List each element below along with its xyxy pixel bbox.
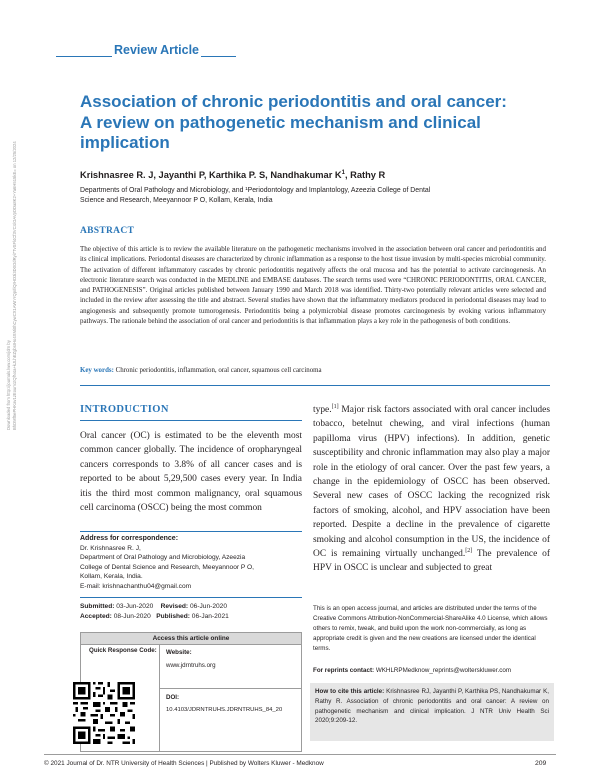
title-line-3: implication [80, 133, 170, 152]
dates-line-2 [80, 612, 302, 622]
article-title [80, 92, 560, 154]
intro-right-a: type. [313, 405, 332, 415]
authors-text: Krishnasree R. J, Jayanthi P, Karthika P. S, Nandhakumar K [80, 170, 342, 180]
intro-right-b: Major risk factors associated with oral cancer includes tobacco, betelnut chewing, and viral infections (human papilloma virus (HPV) infections). In addition, genetic susceptibility and chronic inflammation may also play a major role in the etiology of oral cancer. Over the past few years, a change in the epidemiology of OSCC has been observed. Several new cases of OSCC lacking the recognized risk factors of smoking, alcohol, and HPV association have been reported. Despite a decline in the prevalence of cigarette smoking and alcohol consumption in the US, the incidence of OC is remaining virtually unchanged. [313, 405, 550, 560]
authors-tail: , Rathy R [344, 170, 386, 180]
correspondence-heading: Address for correspondence: [80, 535, 179, 542]
published-label: Published: [156, 613, 190, 620]
title-line-2: A review on pathogenetic mechanism and clinical [80, 112, 481, 132]
license-text: This is an open access journal, and articles are distributed under the terms of the Creative Commons Attribution-NonCommercial-ShareAlike 4.0 License, which allows others to remix, tweak, and build upon the work non-commercially, as long as appropriate credit is given and the new creations are licensed under the identical terms. [313, 605, 548, 652]
abstract-text: The objective of this article is to review the available literature on the pathogenetic mechanisms involved in the association between oral cancer and periodontitis and its clinical implications. Periodontal diseases are characterized by chronic inflammation as a response to the host tissue invasion by multi-species microbial community. The activation of different inflammatory cascades by chronic periodontitis negatively affects the oral mucosa and has the potential to activate carcinogenesis. An electronic literature search was conducted in the MEDLINE and EMBASE databases. The search terms used were “CHRONIC PERIODONTITIS, ORAL CANCER, and PATHOGENESIS”. Original articles published between January 1990 and March 2018 was identified. Thirty-two potentially relevant articles were selected and included in the review after assessing the title and abstract. Several studies have shown that the inflammatory mediators produced in periodontal diseases may lead to angiogenesis and subsequently promote tumorogenesis. Periodontitis being a polymicrobial disease promotes carcinogenesis by evoking various inflammatory pathways. The rationale behind the association of oral cancer and periodontitis is that inflammation plays a key role in the pathogenesis of both conditions. [80, 245, 546, 325]
keywords [80, 367, 322, 374]
authors [80, 170, 385, 180]
reprints [313, 667, 550, 674]
section-label: Review Article [114, 43, 199, 57]
correspondence-line: Kollam, Kerala, India. [80, 573, 143, 580]
dates-line-1 [80, 602, 302, 612]
correspondence-line: College of Dental Science and Research, Meeyannoor P O, [80, 563, 254, 571]
website-label: Website: [166, 649, 192, 656]
revised-date: 06-Jun-2020 [188, 603, 227, 610]
download-notice-text: Downloaded from http://journals.lww.com/jdrn by BhDMf5ePHKav1zEoum1tQfN4a+kJLhEZgbsIHo4XMi0hCywCX1AWnYQp/IlQrHD3i3D0OdRyi7TvSFl4Cf3VC4/OAVpDDa8K2+Ya6H515kE= on 12/25/2024 [6, 141, 17, 430]
website-link[interactable]: www.jdrntruhs.org [166, 662, 216, 669]
footer-copyright: © 2021 Journal of Dr. NTR University of Health Sciences | Published by Wolters Kluwer - Medknow [44, 760, 324, 767]
footer-page-number: 209 [535, 760, 547, 767]
keywords-label: Key words: [80, 367, 114, 374]
correspondence-bottom-rule [80, 597, 302, 598]
footer-rule [44, 754, 556, 755]
submitted-label: Submitted: [80, 603, 115, 610]
cite-label: How to cite this article: [315, 688, 385, 695]
authors-superscript: 1 [341, 169, 345, 176]
reprints-email[interactable]: WKHLRPMedknow_reprints@wolterskluwer.com [374, 667, 512, 674]
accepted-date: 08-Jun-2020 [111, 613, 151, 620]
download-notice [6, 130, 36, 430]
affiliation-line-1: Departments of Oral Pathology and Microbiology, and ¹Periodontology and Implantology, Azeezia College of Dental [80, 187, 431, 194]
qr-code-icon[interactable] [73, 682, 135, 744]
correspondence-line: Department of Oral Pathology and Microbiology, Azeezia [80, 554, 246, 561]
correspondence-line: Dr. Krishnasree R. J, [80, 544, 141, 552]
ref-1: [1] [331, 403, 339, 410]
submitted-date: 03-Jun-2020 [114, 603, 154, 610]
doi-cell [160, 689, 302, 751]
abstract-heading: ABSTRACT [80, 226, 135, 236]
correspondence-block [80, 534, 302, 591]
accepted-label: Accepted: [80, 613, 112, 620]
intro-heading: INTRODUCTION [80, 404, 169, 415]
qr-label: Quick Response Code: [89, 647, 157, 654]
published-date: 06-Jan-2021 [189, 613, 229, 620]
access-box-header: Access this article online [81, 633, 301, 645]
cite-text: Krishnasree RJ, Jayanthi P, Karthika PS, Nandhakumar K, Rathy R. Association of chronic periodontitis and oral cancer: A review on pathogenetic mechanism and clinical implication. J NTR Univ Health Sci 2020;9:209-12. [315, 688, 549, 725]
doi-value[interactable]: 10.4103/JDRNTRUHS.JDRNTRUHS_84_20 [166, 707, 283, 713]
intro-heading-rule [80, 420, 302, 421]
affiliation-line-2: Science and Research, Meeyannoor P O, Kollam, Kerala, India [80, 197, 273, 204]
keywords-text: Chronic periodontitis, inflammation, oral cancer, squamous cell carcinoma [113, 367, 322, 374]
correspondence-top-rule [80, 531, 302, 532]
ref-2: [2] [465, 547, 473, 554]
article-dates [80, 602, 302, 622]
revised-label: Revised: [160, 603, 189, 610]
doi-label: DOI: [166, 694, 180, 701]
intro-right-column [313, 403, 550, 576]
keywords-divider [80, 385, 550, 386]
website-cell [160, 644, 302, 689]
correspondence-email: E-mail: krishnachanthu04@gmail.com [80, 582, 192, 590]
affiliation [80, 186, 560, 206]
reprints-label: For reprints contact: [313, 667, 375, 674]
intro-left-column: Oral cancer (OC) is estimated to be the eleventh most common cancer globally. The incidence of oropharyngeal cancers corresponds to 3.8% of all cancer cases and is reported to be about 5,29,500 cases every year. In India itis the third most common malignancy, oral squamous cell carcinoma (OSCC) being the most common [80, 431, 302, 514]
citation-box [310, 683, 554, 741]
intro-right-c: The prevalence of HPV in OSCC is unclear and subjected to great [313, 549, 550, 574]
title-line-1: Association of chronic periodontitis and oral cancer: [80, 92, 507, 111]
